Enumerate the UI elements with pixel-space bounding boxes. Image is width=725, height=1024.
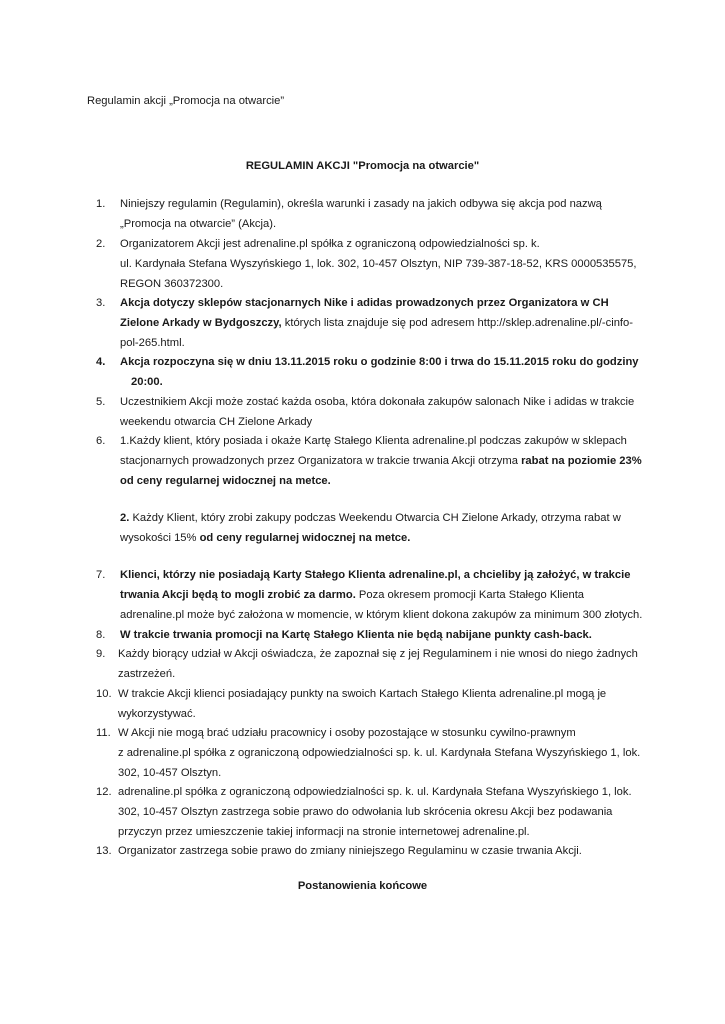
item-number: 6. — [96, 435, 106, 447]
item-text: ul. Kardynała Stefana Wyszyńskiego 1, lok. 302, 10-457 Olsztyn, NIP 739-387-18-52, KRS 0000535575, — [120, 258, 637, 270]
item-text-row — [120, 532, 410, 544]
item-text: Uczestnikiem Akcji może zostać każda osoba, która dokonała zakupów salonach Nike i adidas w trakcie — [120, 396, 635, 408]
item-text-bold: 2. — [120, 512, 130, 524]
item-text: Organizator zastrzega sobie prawo do zmiany niniejszego Regulaminu w czasie trwania Akcji. — [118, 845, 582, 857]
regulation-heading: REGULAMIN AKCJI "Promocja na otwarcie" — [245, 160, 480, 172]
item-number: 11. — [96, 727, 111, 739]
item-text-bold: od ceny regularnej widocznej na metce. — [199, 532, 411, 544]
item-text: wysokości 15% — [120, 532, 200, 544]
item-text: Organizatorem Akcji jest adrenaline.pl spółka z ograniczoną odpowiedzialności sp. k. — [120, 238, 540, 250]
item-text: wykorzystywać. — [118, 708, 196, 720]
item-text: Każdy Klient, który zrobi zakupy podczas Weekendu Otwarcia CH Zielone Arkady, otrzyma rabat w — [129, 512, 621, 524]
item-text: W Akcji nie mogą brać udziału pracownicy i osoby pozostające w stosunku cywilno-prawnym — [118, 727, 576, 739]
item-number: 2. — [96, 238, 106, 250]
item-text-row — [120, 589, 584, 601]
item-text-row — [120, 455, 642, 467]
item-text: REGON 360372300. — [120, 278, 224, 290]
item-number: 3. — [96, 297, 106, 309]
item-number: 5. — [96, 396, 106, 408]
item-number: 13. — [96, 845, 112, 857]
item-text: weekendu otwarcia CH Zielone Arkady — [120, 416, 313, 428]
item-text: pol-265.html. — [120, 337, 185, 349]
item-text-bold: trwania Akcji będą to mogli zrobić za darmo. — [120, 589, 356, 601]
item-text: „Promocja na otwarcie” (Akcja). — [120, 218, 277, 230]
item-text: adrenaline.pl może być założona w momencie, w którym klient dokona zakupów za minimum 300 złotych. — [120, 609, 643, 621]
item-number: 1. — [96, 198, 106, 210]
item-number: 12. — [96, 786, 112, 798]
closing-provisions-heading: Postanowienia końcowe — [297, 880, 428, 892]
item-text: przyczyn przez umieszczenie takiej informacji na stronie internetowej adrenaline.pl. — [118, 826, 530, 838]
item-number: 7. — [96, 569, 106, 581]
item-text: 302, 10-457 Olsztyn zastrzega sobie prawo do odwołania lub skrócenia okresu Akcji bez podawania — [118, 806, 613, 818]
item-number: 8. — [96, 629, 106, 641]
item-text-bold: Zielone Arkady w Bydgoszczy, — [120, 317, 282, 329]
item-text-bold: Klienci, którzy nie posiadają Karty Stałego Klienta adrenaline.pl, a chcieliby ją założyć, w trakcie — [120, 569, 631, 581]
item-text-bold: W trakcie trwania promocji na Kartę Stałego Klienta nie będą nabijane punkty cash-back. — [120, 629, 592, 641]
item-text: stacjonarnych prowadzonych przez Organizatora w trakcie trwania Akcji otrzyma — [120, 455, 522, 467]
item-number: 10. — [96, 688, 112, 700]
item-number: 4. — [96, 356, 106, 368]
item-text-bold: Akcja dotyczy sklepów stacjonarnych Nike i adidas prowadzonych przez Organizatora w CH — [120, 297, 609, 309]
item-text: W trakcie Akcji klienci posiadający punkty na swoich Kartach Stałego Klienta adrenaline.pl mogą je — [118, 688, 607, 700]
item-text: Niniejszy regulamin (Regulamin), określa warunki i zasady na jakich odbywa się akcja pod nazwą — [120, 198, 602, 210]
item-text-bold: Akcja rozpoczyna się w dniu 13.11.2015 roku o godzinie 8:00 i trwa do 15.11.2015 roku do godziny — [120, 356, 639, 368]
item-text: zastrzeżeń. — [118, 668, 176, 680]
item-text: których lista znajduje się pod adresem http://sklep.adrenaline.pl/-cinfo- — [281, 317, 633, 329]
item-text-bold: od ceny regularnej widocznej na metce. — [120, 475, 331, 487]
document-title: Regulamin akcji „Promocja na otwarcie” — [87, 95, 285, 107]
item-text: Poza okresem promocji Karta Stałego Klienta — [355, 589, 585, 601]
item-text: adrenaline.pl spółka z ograniczoną odpowiedzialności sp. k. ul. Kardynała Stefana Wyszyńskiego 1, lok. — [118, 786, 632, 798]
item-text: z adrenaline.pl spółka z ograniczoną odpowiedzialności sp. k. ul. Kardynała Stefana Wyszyńskiego 1, lok. — [118, 747, 641, 759]
item-text-bold: rabat na poziomie 23% — [521, 455, 642, 467]
item-text-row — [120, 317, 633, 329]
item-text: Każdy biorący udział w Akcji oświadcza, że zapoznał się z jej Regulaminem i nie wnosi do niego żadnych — [118, 648, 638, 660]
item-text: 1.Każdy klient, który posiada i okaże Kartę Stałego Klienta adrenaline.pl podczas zakupów w sklepach — [120, 435, 627, 447]
item-text-row — [120, 512, 621, 524]
item-number: 9. — [96, 648, 106, 660]
item-text: 302, 10-457 Olsztyn. — [118, 767, 222, 779]
item-text-bold: 20:00. — [131, 376, 163, 388]
